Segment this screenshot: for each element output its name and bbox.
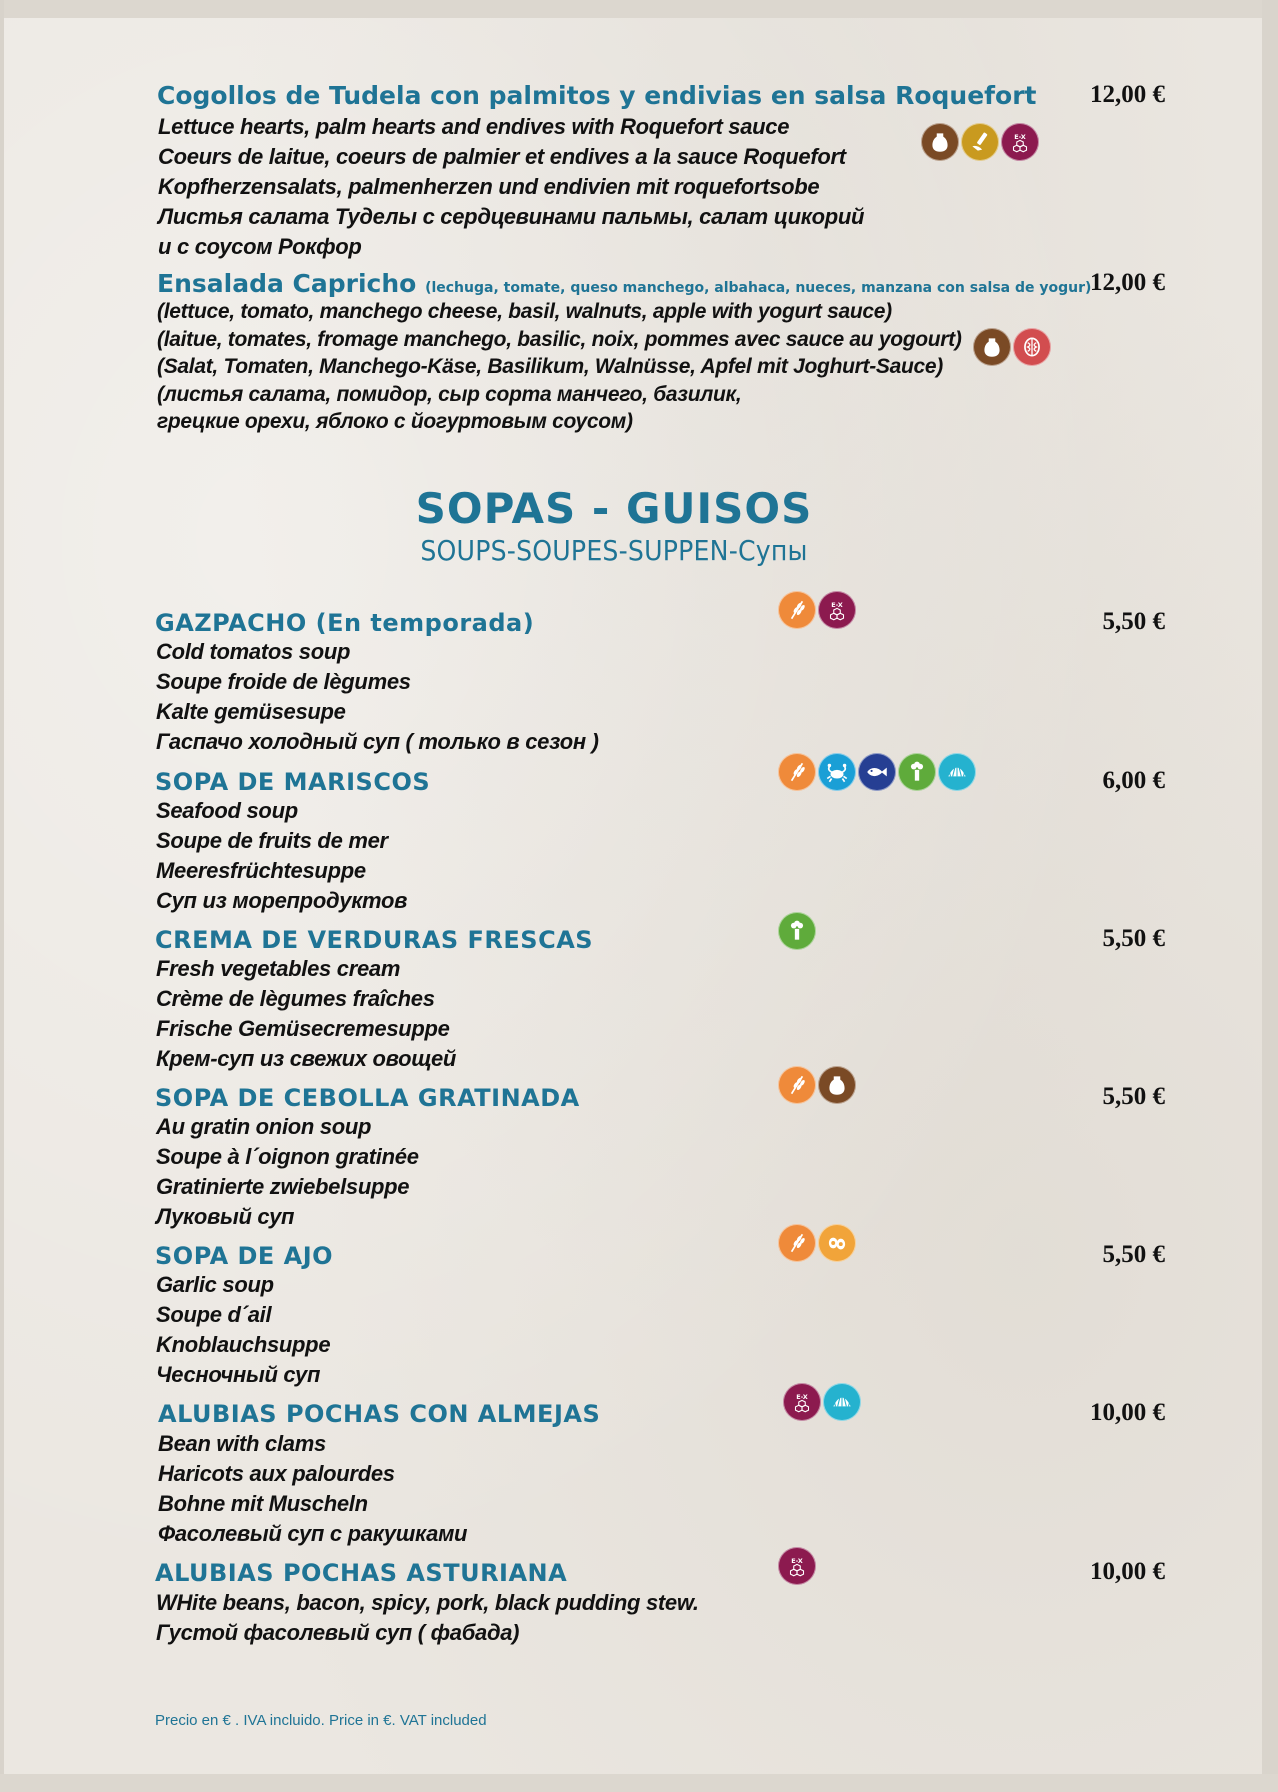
description-line: Луковый суп <box>156 1204 295 1229</box>
description-line: Gratinierte zwiebelsuppe <box>156 1174 410 1199</box>
description-line: Soupe à l´oignon gratinée <box>156 1144 419 1169</box>
dish-title: SOPA DE CEBOLLA GRATINADA <box>155 1084 580 1112</box>
dish-title: SOPA DE AJO <box>155 1242 334 1270</box>
dish-price: 12,00 € <box>1090 81 1165 108</box>
allergen-icons <box>921 123 1039 161</box>
description-line: Knoblauchsuppe <box>156 1332 331 1357</box>
description-line: Lettuce hearts, palm hearts and endives with Roquefort sauce <box>158 114 790 139</box>
description-line: Crème de lègumes fraîches <box>156 986 435 1011</box>
milk-icon <box>818 1066 856 1104</box>
description-line: Kopfherzensalats, palmenherzen und endivien mit roquefortsobe <box>158 174 820 199</box>
description-line: Cold tomatos soup <box>156 639 351 664</box>
description-line: (lettuce, tomato, manchego cheese, basil, walnuts, apple with yogurt sauce) <box>157 300 892 323</box>
dish-description <box>156 637 599 757</box>
allergen-icons <box>783 1383 861 1421</box>
dish-description <box>156 954 456 1074</box>
dish-description <box>156 1112 419 1232</box>
gluten-icon <box>778 591 816 629</box>
dish-price: 10,00 € <box>1090 1558 1165 1585</box>
dish-title <box>157 269 1091 298</box>
description-line: Frische Gemüsecremesuppe <box>156 1016 450 1041</box>
description-line: Haricots aux palourdes <box>158 1461 395 1486</box>
description-line: Суп из морепродуктов <box>156 888 408 913</box>
description-line: (laitue, tomates, fromage manchego, basilic, noix, pommes avec sauce au yogourt) <box>157 327 962 351</box>
nuts-icon <box>1013 328 1051 366</box>
description-line: Фасолевый суп с ракушками <box>158 1521 468 1546</box>
egg-icon <box>818 1224 856 1262</box>
description-line: Meeresfrüchtesuppe <box>156 858 366 883</box>
allergen-icons <box>778 912 816 950</box>
dish-price: 5,50 € <box>1102 608 1165 635</box>
description-line: грецкие орехи, яблоко с йогуртовым соусом) <box>157 410 633 433</box>
dish-description <box>157 298 962 436</box>
dish-description <box>156 796 407 916</box>
svg-text:E-X: E-X <box>796 1392 808 1401</box>
description-line: Густой фасолевый суп ( фабада) <box>156 1620 520 1645</box>
dish-title: ALUBIAS POCHAS ASTURIANA <box>155 1559 568 1587</box>
page-border-bottom <box>0 1774 1278 1792</box>
milk-icon <box>921 123 959 161</box>
sulphite-icon <box>818 591 856 629</box>
dish-price: 6,00 € <box>1102 767 1165 794</box>
description-line: WHite beans, bacon, spicy, pork, black pudding stew. <box>156 1590 699 1615</box>
description-line: Fresh vegetables cream <box>156 956 401 981</box>
description-line: Soupe froide de lègumes <box>156 669 411 694</box>
section-subtitle: SOUPS-SOUPES-SUPPEN-Супы <box>420 534 808 567</box>
page-border-right <box>1262 0 1278 1792</box>
dish-description <box>158 1429 467 1549</box>
sulphite-icon <box>778 1547 816 1585</box>
milk-icon <box>973 328 1011 366</box>
gluten-icon <box>778 753 816 791</box>
gluten-icon <box>778 1066 816 1104</box>
dish-price: 10,00 € <box>1090 1399 1165 1426</box>
allergen-icons <box>778 591 856 629</box>
celery-icon <box>898 753 936 791</box>
description-line: Чесночный суп <box>156 1362 321 1387</box>
allergen-icons <box>778 1066 856 1104</box>
description-line: Крем-суп из свежих овощей <box>156 1046 457 1071</box>
dish-description <box>158 112 864 262</box>
svg-text:E-X: E-X <box>791 1556 803 1565</box>
allergen-icons <box>778 1547 816 1585</box>
description-line: Coeurs de laitue, coeurs de palmier et endives a la sauce Roquefort <box>158 144 846 169</box>
dish-title-note: (lechuga, tomate, queso manchego, albahaca, nueces, manzana con salsa de yogur) <box>425 280 1092 296</box>
fish-icon <box>858 753 896 791</box>
dish-title: ALUBIAS POCHAS CON ALMEJAS <box>158 1400 601 1428</box>
sulphite-icon <box>783 1383 821 1421</box>
dish-price: 5,50 € <box>1102 1241 1165 1268</box>
footer-note: Precio en € . IVA incluido. Price in €. VAT included <box>155 1712 487 1729</box>
description-line: Kalte gemüsesupe <box>156 699 346 724</box>
description-line: Soupe d´ail <box>156 1302 272 1327</box>
allergen-icons <box>973 328 1051 366</box>
mollusc-icon <box>938 753 976 791</box>
description-line: Гаспачо холодный суп ( только в сезон ) <box>156 729 599 754</box>
description-line: Bean with clams <box>158 1431 326 1456</box>
description-line: (Salat, Tomaten, Manchego-Käse, Basilikum, Walnüsse, Apfel mit Joghurt-Sauce) <box>157 355 943 378</box>
celery-icon <box>778 912 816 950</box>
description-line: (листья салата, помидор, сыр сорта манчего, базилик, <box>157 382 742 406</box>
svg-text:E-X: E-X <box>1014 132 1026 141</box>
dish-title: CREMA DE VERDURAS FRESCAS <box>155 926 594 954</box>
dish-description <box>156 1588 699 1648</box>
mustard-icon <box>961 123 999 161</box>
mollusc-icon <box>823 1383 861 1421</box>
description-line: Au gratin onion soup <box>156 1114 372 1139</box>
dish-price: 5,50 € <box>1102 925 1165 952</box>
page-border-left <box>0 0 4 1792</box>
page-border-top <box>0 0 1278 18</box>
allergen-icons <box>778 753 976 791</box>
dish-title-text: Ensalada Capricho <box>157 269 417 298</box>
description-line: Seafood soup <box>156 798 298 823</box>
dish-description <box>156 1270 330 1390</box>
description-line: Soupe de fruits de mer <box>156 828 388 853</box>
gluten-icon <box>778 1224 816 1262</box>
description-line: Bohne mit Muscheln <box>158 1491 368 1516</box>
svg-text:E-X: E-X <box>831 600 843 609</box>
dish-title: Cogollos de Tudela con palmitos y endivias en salsa Roquefort <box>157 81 1037 110</box>
dish-title: SOPA DE MARISCOS <box>155 768 431 796</box>
section-title: SOPAS - GUISOS <box>415 484 813 533</box>
dish-price: 12,00 € <box>1090 269 1165 296</box>
allergen-icons <box>778 1224 856 1262</box>
description-line: и с соусом Рокфор <box>158 234 362 259</box>
sulphite-icon <box>1001 123 1039 161</box>
description-line: Garlic soup <box>156 1272 274 1297</box>
crustacean-icon <box>818 753 856 791</box>
description-line: Листья салата Туделы с сердцевинами пальмы, салат цикорий <box>158 204 865 229</box>
dish-title: GAZPACHO (En temporada) <box>155 609 535 637</box>
dish-price: 5,50 € <box>1102 1083 1165 1110</box>
